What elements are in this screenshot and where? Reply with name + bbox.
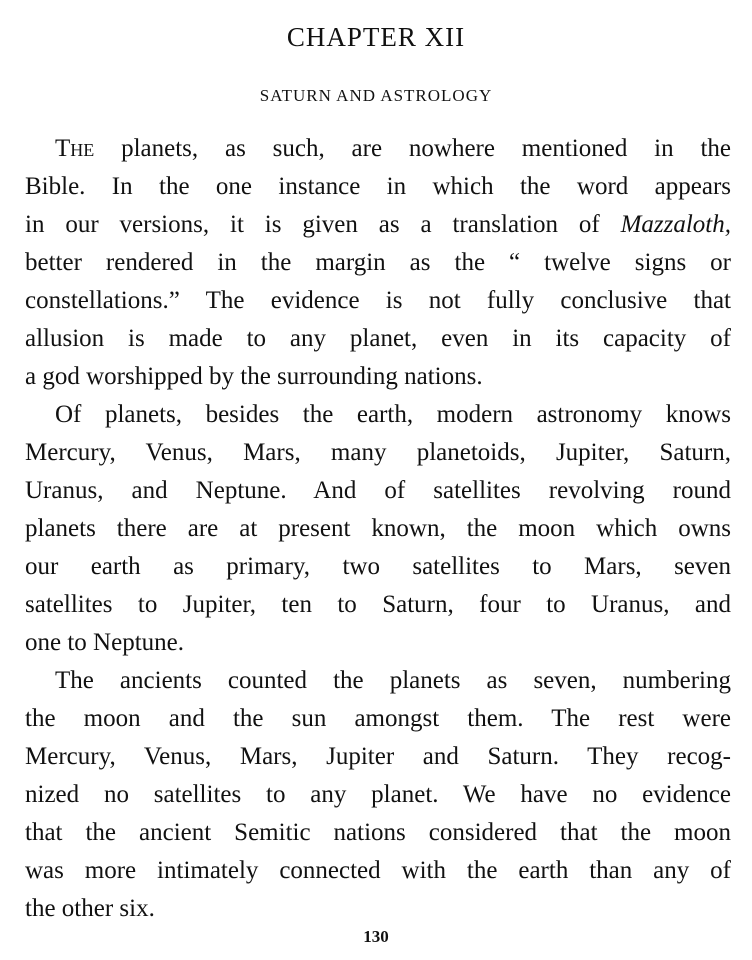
text-line: Of planets, besides the earth, modern astronomy knows (55, 401, 731, 428)
text-line: our earth as primary, two satellites to Mars, seven (25, 553, 731, 580)
text-line: that the ancient Semitic nations considered that the moon (25, 819, 731, 846)
text-line: Mercury, Venus, Mars, Jupiter and Saturn. They recog- (25, 743, 731, 770)
text-line: constellations.” The evidence is not fully conclusive that (25, 287, 731, 314)
text-line: a god worshipped by the surrounding nations. (25, 363, 483, 390)
text-line (25, 130, 731, 168)
paragraph-1 (25, 130, 731, 396)
text-line: the moon and the sun amongst them. The rest were (25, 705, 731, 732)
italic-term: Mazzaloth, (620, 211, 731, 238)
text-line: Bible. In the one instance in which the word appears (25, 173, 731, 200)
body-text (25, 130, 731, 928)
text-line: nized no satellites to any planet. We have no evidence (25, 781, 731, 808)
text-line: better rendered in the margin as the “ twelve signs or (25, 249, 731, 276)
chapter-title: CHAPTER XII (286, 22, 466, 52)
text-line: Mercury, Venus, Mars, many planetoids, Jupiter, Saturn, (25, 439, 731, 466)
text-line: planets there are at present known, the moon which owns (25, 515, 731, 542)
text-line: satellites to Jupiter, ten to Saturn, four to Uranus, and (25, 591, 731, 618)
text-line: allusion is made to any planet, even in its capacity of (25, 325, 731, 352)
chapter-subtitle: SATURN AND ASTROLOGY (259, 86, 493, 105)
paragraph-3 (25, 662, 731, 928)
text-line: Uranus, and Neptune. And of satellites revolving round (25, 477, 731, 504)
text-line: the other six. (25, 895, 155, 922)
text-line: was more intimately connected with the earth than any of (25, 857, 731, 884)
text-line (25, 206, 731, 244)
page-number: 130 (363, 927, 389, 946)
text-line: one to Neptune. (25, 629, 184, 656)
text-line-content: planets, as such, are nowhere mentioned in the (94, 135, 731, 162)
text-line-content: in our versions, it is given as a translation of (25, 211, 621, 238)
paragraph-2 (25, 396, 731, 662)
text-line: The ancients counted the planets as seven, numbering (55, 667, 731, 694)
lead-word: The (55, 135, 95, 162)
